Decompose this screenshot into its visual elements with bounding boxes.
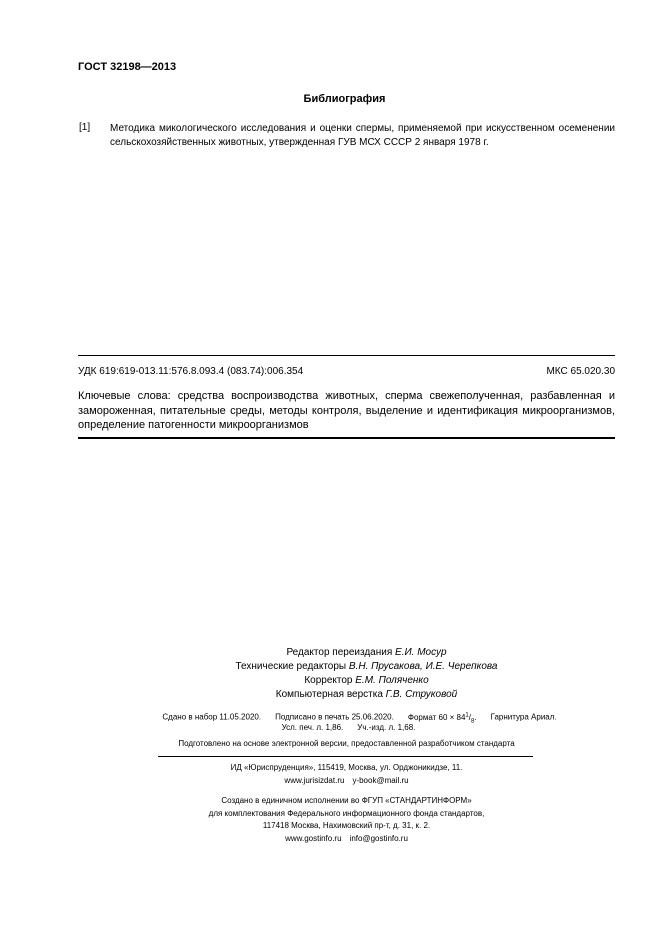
reference-number: [1] xyxy=(79,122,91,133)
format-suffix: . xyxy=(474,712,477,722)
corrector-label: Корректор xyxy=(304,675,353,686)
corrector-name: Е.М. Поляченко xyxy=(355,675,429,686)
prepared-note: Подготовлено на основе электронной версии, предоставленной разработчиком стандарта xyxy=(178,739,515,748)
producer-block xyxy=(0,795,661,845)
layout-label: Компьютерная верстка xyxy=(275,689,383,700)
publisher-email: y-book@mail.ru xyxy=(352,775,409,785)
bibliography-title: Библиография xyxy=(303,93,386,105)
credit-tech xyxy=(72,660,661,674)
keywords: Ключевые слова: средства воспроизводства животных, сперма свежеполученная, разбавленная и замороженная, питательные среды, методы контроля, выделение и идентификация микроорганизмов, определение патогенности микроорганизмов xyxy=(78,390,615,431)
publisher-address: ИД «Юриспруденция», 115419, Москва, ул. Орджоникидзе, 11. xyxy=(230,763,463,772)
credit-corrector xyxy=(72,674,661,688)
publisher-contacts xyxy=(32,775,661,788)
tech-names: В.Н. Прусакова, И.Е. Черепкова xyxy=(348,661,498,672)
uch-pages: Уч.-изд. л. 1,68. xyxy=(357,723,416,732)
print-info-line2 xyxy=(0,721,661,735)
divider-top xyxy=(78,355,615,356)
editor-label: Редактор переиздания xyxy=(286,647,393,658)
editor-name: Е.И. Мосур xyxy=(395,647,447,658)
format-prefix: Формат 60 × 84 xyxy=(407,712,466,722)
producer-line3: 117418 Москва, Нахимовский пр-т, д. 31, к. 2. xyxy=(262,821,431,830)
producer-line1: Создано в единичном исполнении во ФГУП «СТАНДАРТИНФОРМ» xyxy=(221,796,472,805)
divider-bottom xyxy=(78,437,615,439)
reference-text: Методика микологического исследования и оценки спермы, применяемой при искусственном осеменении сельскохозяйственных животных, утвержденная ГУВ МСХ СССР 2 января 1978 г. xyxy=(110,123,615,148)
format-numerator: 1 xyxy=(465,712,469,718)
signed-date: Подписано в печать 25.06.2020. xyxy=(275,712,394,722)
credit-editor xyxy=(72,646,661,660)
format-denominator: 8 xyxy=(471,718,475,725)
publisher-site: www.jurisizdat.ru xyxy=(284,775,345,785)
layout-name: Г.В. Струковой xyxy=(385,689,458,700)
publisher-block xyxy=(0,762,661,787)
producer-email: info@gostinfo.ru xyxy=(349,833,408,843)
tech-label: Технические редакторы xyxy=(235,661,347,672)
credits-block xyxy=(0,646,661,702)
udk-code: УДК 619:619-013.11:576.8.093.4 (083.74):006.354 xyxy=(78,366,304,377)
producer-site: www.gostinfo.ru xyxy=(285,833,342,843)
sent-date: Сдано в набор 11.05.2020. xyxy=(162,712,262,722)
font-info: Гарнитура Ариал. xyxy=(490,712,557,722)
producer-line2: для комплектования Федерального информационного фонда стандартов, xyxy=(208,808,485,818)
standard-header: ГОСТ 32198—2013 xyxy=(78,61,177,73)
mks-code: МКС 65.020.30 xyxy=(546,366,615,377)
usl-pages: Усл. печ. л. 1,86. xyxy=(281,723,344,732)
format: Формат $60 \times 84^1/_8$. xyxy=(407,712,477,725)
publisher-divider xyxy=(158,756,533,757)
producer-contacts xyxy=(32,833,661,846)
credit-layout xyxy=(72,688,661,702)
